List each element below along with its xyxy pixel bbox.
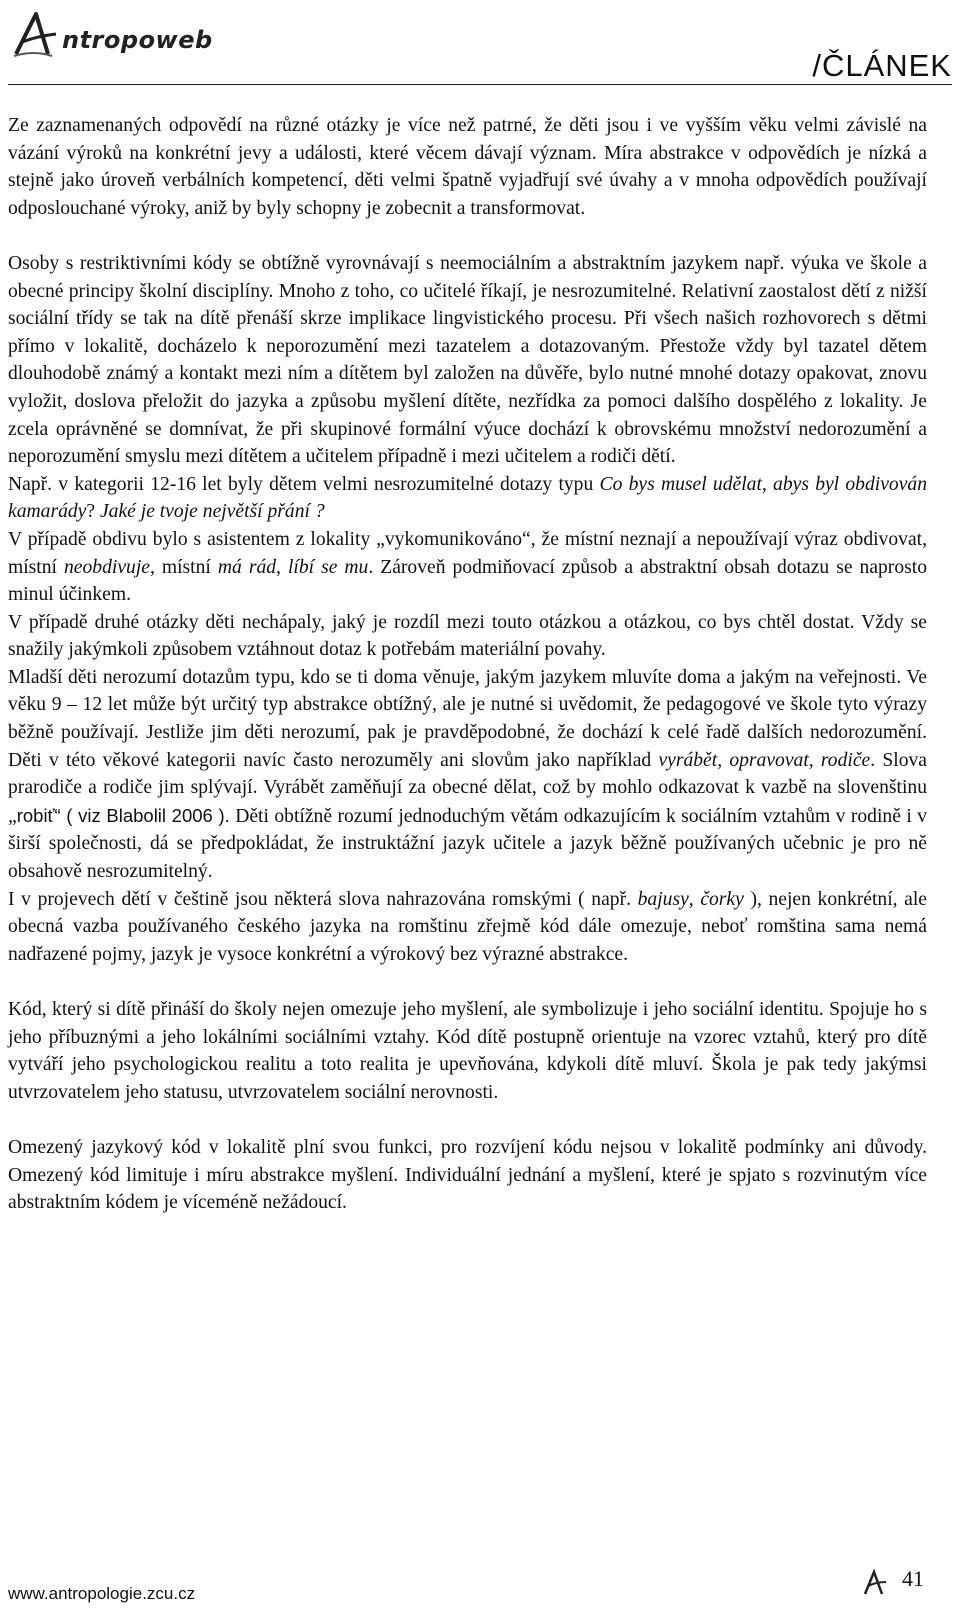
footer-url[interactable]: www.antropologie.zcu.cz xyxy=(8,1584,196,1603)
antropoweb-logo xyxy=(12,6,222,62)
paragraph-8: Kód, který si dítě přináší do školy nejen omezuje jeho myšlení, ale symbolizuje i jeho sociální identitu. Spojuje ho s jeho příbuznými a jeho lokálními sociálními vztahy. Kód dítě postupně orientuje na vzorec vztahů, který pro dítě vytváří jeho psychologickou realitu a toto realita je upevňována, kdykoli dítě mluví. Škola je pak tedy jakýmsi utvrzovatelem jeho statusu, utvrzovatelem sociální nerovnosti. xyxy=(8,999,927,1103)
paragraph-4: V případě obdivu bylo s asistentem z lokality „vykomunikováno“, že místní neznají a nepoužívají výraz obdivovat, místní neobdivuje, místní má rád, líbí se mu. Zároveň podmiňovací způsob a abstraktní obsah dotazu se naprosto minul účinkem. xyxy=(8,528,927,606)
paragraph-9: Omezený jazykový kód v lokalitě plní svou funkci, pro rozvíjení kódu nejsou v lokalitě podmínky ani důvody. Omezený kód limituje i míru abstrakce myšlení. Individuální jednání a myšlení, které je spjato s rozvinutým více abstraktním kódem je víceméně nežádoucí. xyxy=(8,1136,927,1214)
paragraph-3: Např. v kategorii 12-16 let byly dětem velmi nesrozumitelné dotazy typu Co bys musel udělat, abys byl obdivován kamarády? Jaké je tvoje největší přání ? xyxy=(8,473,927,523)
header-divider xyxy=(8,84,952,85)
page-header xyxy=(0,0,960,86)
footer-logo-icon xyxy=(862,1568,890,1598)
section-label: /ČLÁNEK xyxy=(812,48,952,83)
page-footer xyxy=(0,1560,960,1617)
paragraph-7: I v projevech dětí v češtině jsou některá slova nahrazována romskými ( např. bajusy, čorky ), nejen konkrétní, ale obecná vazba používaného českého jazyka na romštinu zřejmě kód dále omezuje, neboť romština sama nemá nadřazené pojmy, jazyk je vysoce konkrétní a výrokový bez výrazné abstrakce. xyxy=(8,888,928,965)
paragraph-5: V případě druhé otázky děti nechápaly, jaký je rozdíl mezi touto otázkou a otázkou, co bys chtěl dostat. Vždy se snažily jakýmkoli způsobem vztáhnout dotaz k potřebám materiální povahy. xyxy=(8,611,927,661)
logo-text: ntropoweb xyxy=(62,26,213,54)
page-number: 41 xyxy=(902,1566,924,1591)
paragraph-6: Mladší děti nerozumí dotazům typu, kdo se ti doma věnuje, jakým jazykem mluvíte doma a jakým na veřejnosti. Ve věku 9 – 12 let může být určitý typ abstrakce obtížný, ale je nutné si uvědomit, že pedagogové ve škole tyto výrazy běžně používají. Jestliže jim děti nerozumí, pak je pravděpodobné, že dochází k celé řadě dalších nedorozumění. Děti v této věkové kategorii navíc často nerozuměly ani slovům jako například vyrábět, opravovat, rodiče. Slova prarodiče a rodiče jim splývají. Vyrábět zaměňují za obecné dělat, což by mohlo odkazovat k vazbě na slovenštinu „robiť“ ( viz Blabolil 2006 ). Děti obtížně rozumí jednoduchým větám odkazujícím k sociálním vztahům v rodině i v širší společnosti, dá se předpokládat, že instruktážní jazyk učitele a jazyk běžně používaných učebnic je pro ně obsahově nesrozumitelný. xyxy=(8,666,927,883)
paragraph-1: Ze zaznamenaných odpovědí na různé otázky je více než patrné, že děti jsou i ve vyšším věku velmi závislé na vázání výroků na konkrétní jevy a události, které věcem dávají význam. Míra abstrakce v odpovědích je nízká a stejně jako úroveň verbálních kompetencí, děti velmi špatně vyjadřují své úvahy a v mnoha odpovědích používají odposlouchané výroky, aniž by byly schopny je zobecnit a transformovat. xyxy=(8,115,927,219)
paragraph-2: Osoby s restriktivními kódy se obtížně vyrovnávají s neemociálním a abstraktním jazykem např. výuka ve škole a obecné principy školní disciplíny. Mnoho z toho, co učitelé říkají, je nesrozumitelné. Relativní zaostalost dětí z nižší sociální třídy se tak na dítě přenáší skrze implikace lingvistického procesu. Při všech našich rozhovorech s dětmi přímo v lokalitě, docházelo k neporozumění mezi tazatelem a dotazovaným. Přestože vždy byl tazatel dětem dlouhodobě známý a kontakt mezi ním a dítětem byl založen na důvěře, bylo nutné mnohé dotazy opakovat, znovu vyložit, doslova přeložit do jazyka a způsobu myšlení dítěte, nezřídka za pomoci dalšího dospělého z lokality. Je zcela oprávněné se domnívat, že při skupinové formální výuce dochází k obrovskému množství nedorozumění a neporozumění smyslu mezi dítětem a učitelem případně i mezi učitelem a rodiči dětí. xyxy=(8,252,927,468)
article-body xyxy=(8,112,927,1217)
